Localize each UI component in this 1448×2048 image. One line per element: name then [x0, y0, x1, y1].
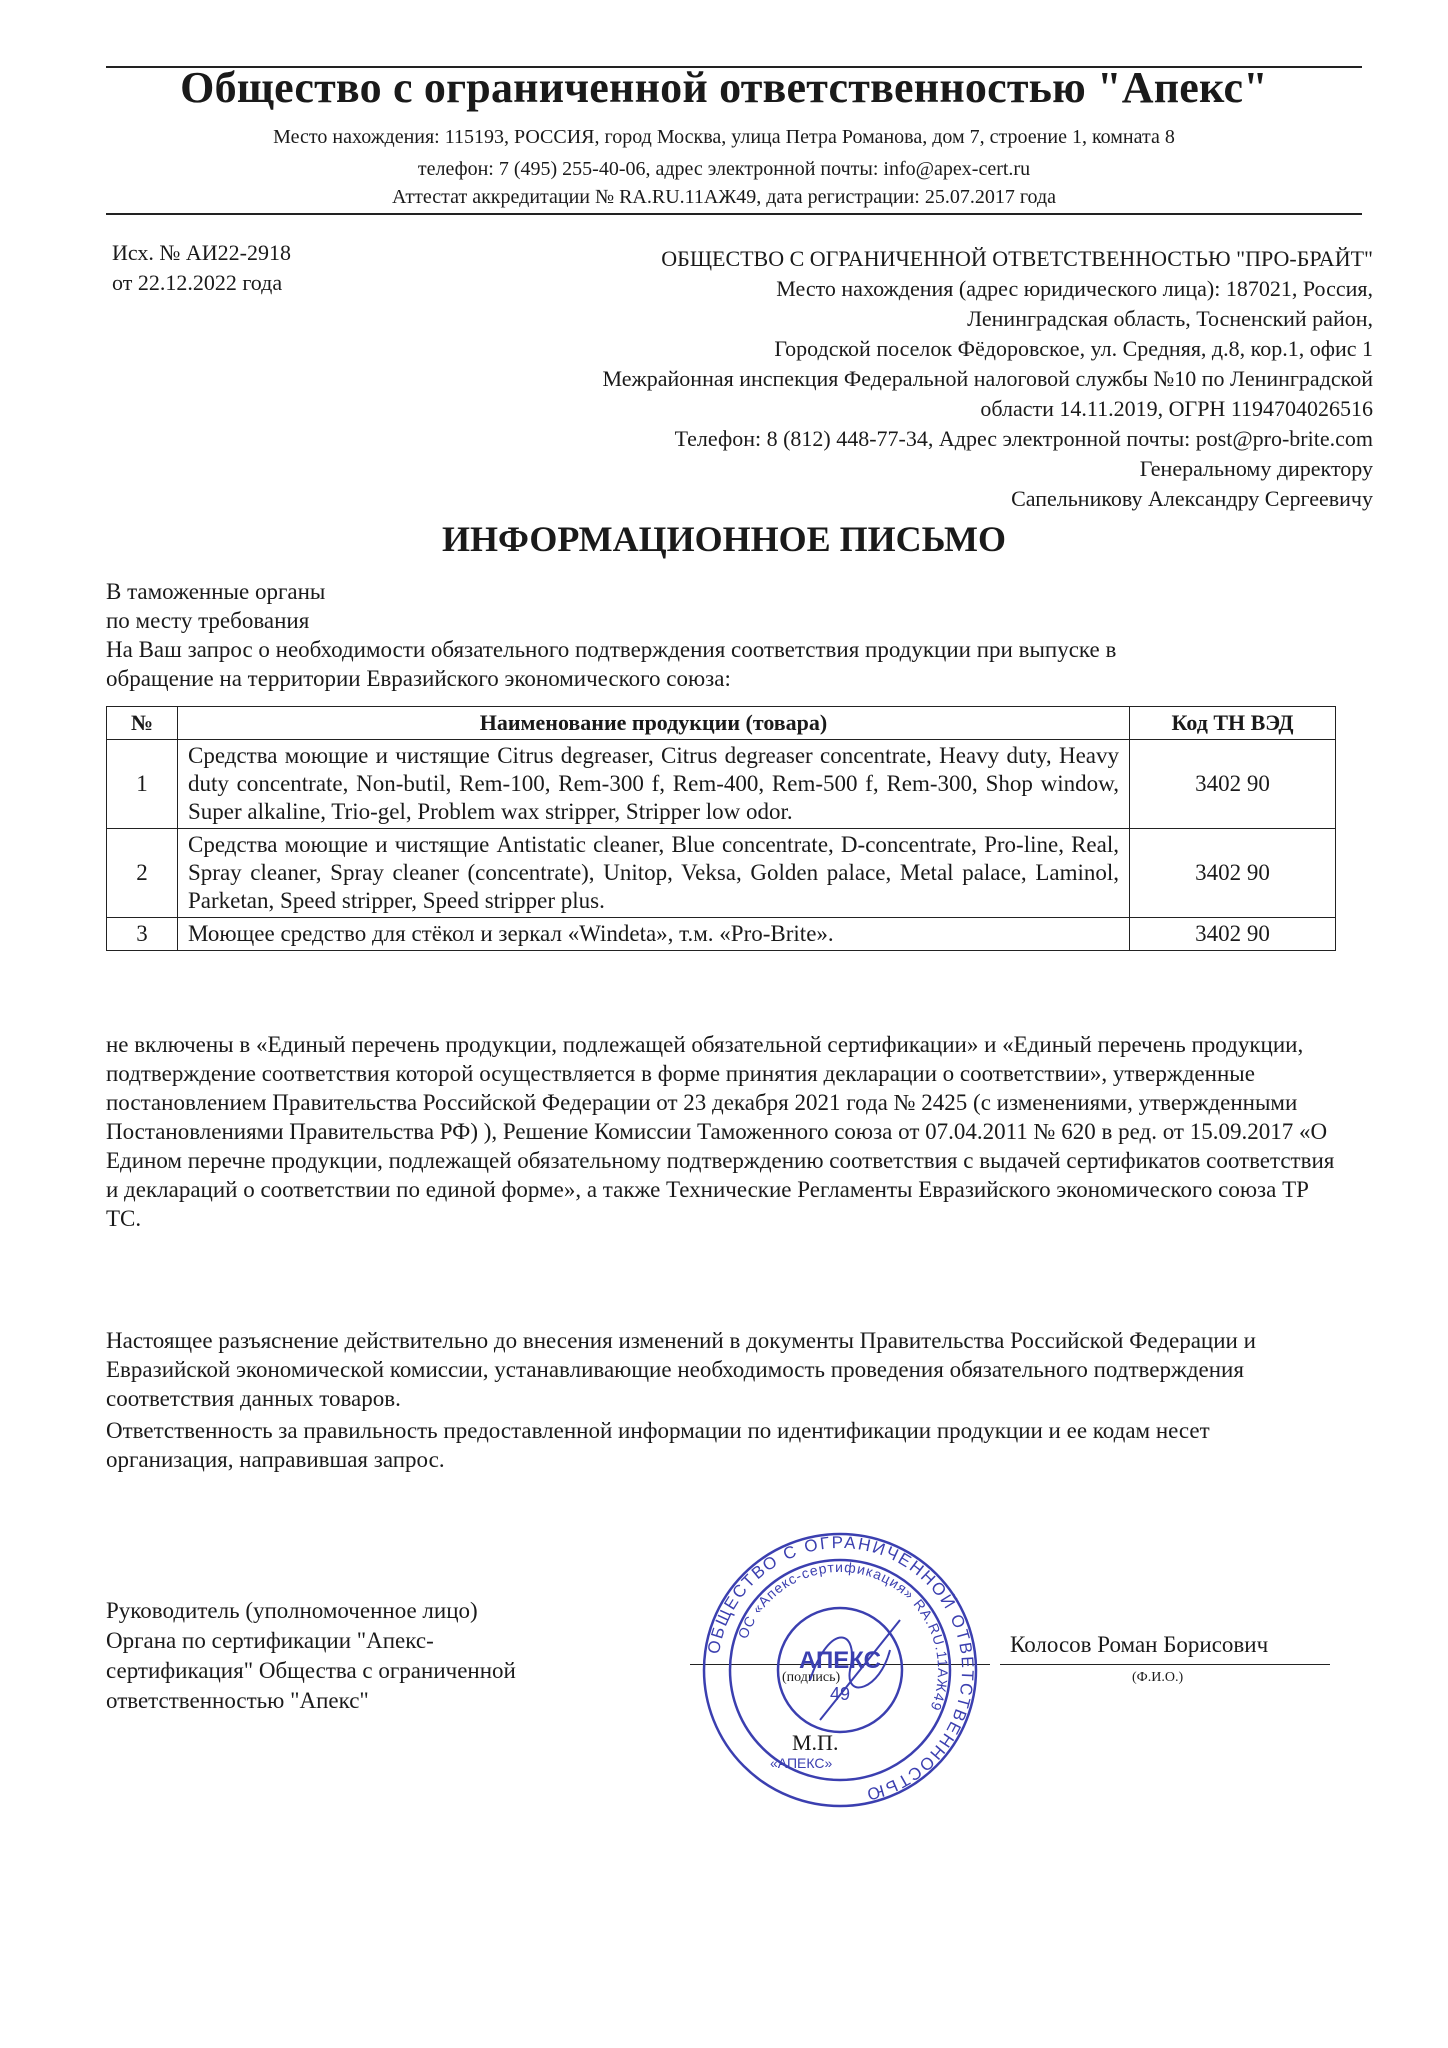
recipient-line: Телефон: 8 (812) 448-77-34, Адрес электронной почты: post@pro-brite.com — [674, 426, 1373, 451]
recipient-line: области 14.11.2019, ОГРН 1194704026516 — [980, 396, 1373, 421]
stamp-bottom-text: «АПЕКС» — [770, 1755, 833, 1771]
intro-line: по месту требования — [106, 608, 310, 633]
row-name: Моющее средство для стёкол и зеркал «Windeta», т.м. «Pro-Brite». — [178, 918, 1130, 951]
signatory-line: Органа по сертификации "Апекс- — [106, 1628, 434, 1653]
row-code: 3402 90 — [1130, 740, 1336, 829]
signature-caption: (подпись) — [782, 1670, 841, 1685]
row-code: 3402 90 — [1130, 829, 1336, 918]
recipient-line: Сапельникову Александру Сергеевичу — [1011, 486, 1373, 511]
row-num: 2 — [107, 829, 178, 918]
row-code: 3402 90 — [1130, 918, 1336, 951]
row-num: 1 — [107, 740, 178, 829]
header-name: Наименование продукции (товара) — [178, 707, 1130, 740]
signatory-line: сертификация" Общества с ограниченной — [106, 1658, 516, 1683]
header-bottom-rule — [106, 213, 1362, 215]
table-row — [107, 740, 1336, 829]
stamp-center-text: АПЕКС — [799, 1647, 881, 1674]
letter-title: ИНФОРМАЦИОННОЕ ПИСЬМО — [441, 519, 1006, 559]
row-name: Средства моющие и чистящие Antistatic cleaner, Blue concentrate, D-concentrate, Pro-line, Real, Spray cleaner, Spray cleaner (concentrate), Unitop, Veksa, Golden palace, Metal palace, Laminol, Parketan, Speed stripper, Speed stripper plus. — [178, 829, 1130, 918]
stamp-number: 49 — [829, 1684, 851, 1704]
table-row — [107, 829, 1336, 918]
intro-line: обращение на территории Евразийского экономического союза: — [106, 666, 731, 691]
recipient-line: Межрайонная инспекция Федеральной налоговой службы №10 по Ленинградской — [602, 366, 1373, 391]
signer-name: Колосов Роман Борисович — [1010, 1632, 1269, 1657]
product-table — [106, 706, 1336, 951]
intro-line: На Ваш запрос о необходимости обязательного подтверждения соответствия продукции при выпуске в — [106, 637, 1117, 662]
body-paragraph-2: Настоящее разъяснение действительно до внесения изменений в документы Правительства Российской Федерации и Евразийской экономической комиссии, устанавливающие необходимость проведения обязательного подтверждения соответствия данных товаров. — [106, 1328, 1256, 1411]
recipient-line: Ленинградская область, Тосненский район, — [967, 306, 1373, 331]
stamp-outer-text: ОБЩЕСТВО С ОГРАНИЧЕННОЙ ОТВЕТСТВЕННОСТЬЮ — [703, 1532, 978, 1805]
stamp-inner-text: ОС «Апекс-сертификация» RA.RU.11АЖ49 — [734, 1558, 952, 1714]
table-row — [107, 918, 1336, 951]
fio-line — [1000, 1664, 1330, 1665]
official-stamp — [700, 1530, 980, 1810]
recipient-block — [473, 244, 1373, 514]
body-paragraph-1: не включены в «Единый перечень продукции, подлежащей обязательной сертификации» и «Единый перечень продукции, подтверждение соответствия которой осуществляется в форме принятия декларации о соответствии», утвержденные постановлением Правительства Российской Федерации от 23 декабря 2021 года № 2425 (с изменениями, утвержденными Постановлениями Правительства РФ) ), Решение Комиссии Таможенного союза от 07.04.2011 № 620 в ред. от 15.09.2017 «О Едином перечне продукции, подлежащей обязательному подтверждению соответствия с выдачей сертификатов соответствия и деклараций о соответствии по единой форме», а также Технические Регламенты Евразийского экономического союза ТР ТС. — [106, 1032, 1335, 1231]
table-header-row — [107, 707, 1336, 740]
body-paragraph-3: Ответственность за правильность предоставленной информации по идентификации продукции и ее кодам несет организация, направившая запрос. — [106, 1418, 1210, 1472]
row-num: 3 — [107, 918, 178, 951]
mp-mark: М.П. — [792, 1730, 839, 1755]
org-accreditation: Аттестат аккредитации № RA.RU.11АЖ49, дата регистрации: 25.07.2017 года — [391, 186, 1057, 208]
header-code: Код ТН ВЭД — [1130, 707, 1336, 740]
signatory-title — [106, 1596, 516, 1716]
reference-date: от 22.12.2022 года — [112, 270, 283, 295]
org-contacts: телефон: 7 (495) 255-40-06, адрес электронной почты: info@apex-cert.ru — [417, 158, 1031, 180]
recipient-line: Место нахождения (адрес юридического лица): 187021, Россия, — [776, 276, 1373, 301]
fio-caption: (Ф.И.О.) — [1132, 1670, 1184, 1685]
recipient-line: Городской поселок Фёдоровское, ул. Средняя, д.8, кор.1, офис 1 — [774, 336, 1373, 361]
row-name: Средства моющие и чистящие Citrus degreaser, Citrus degreaser concentrate, Heavy duty, Heavy duty concentrate, Non-butil, Rem-100, Rem-300 f, Rem-400, Rem-500 f, Rem-300, Shop window, Super alkaline, Trio-gel, Problem wax stripper, Stripper low odor. — [178, 740, 1130, 829]
header-num: № — [107, 707, 178, 740]
reference-number: Исх. № АИ22-2918 — [112, 240, 291, 265]
reference-block — [112, 238, 291, 298]
intro-block — [106, 577, 1346, 693]
signatory-line: Руководитель (уполномоченное лицо) — [106, 1598, 478, 1623]
org-name: Общество с ограниченной ответственностью "Апекс" — [180, 63, 1268, 112]
intro-line: В таможенные органы — [106, 579, 326, 604]
signatory-line: ответственностью "Апекс" — [106, 1688, 369, 1713]
recipient-line: Генеральному директору — [1139, 456, 1373, 481]
org-address: Место нахождения: 115193, РОССИЯ, город Москва, улица Петра Романова, дом 7, строение 1, комната 8 — [273, 126, 1175, 148]
recipient-line: ОБЩЕСТВО С ОГРАНИЧЕННОЙ ОТВЕТСТВЕННОСТЬЮ "ПРО-БРАЙТ" — [661, 246, 1373, 271]
